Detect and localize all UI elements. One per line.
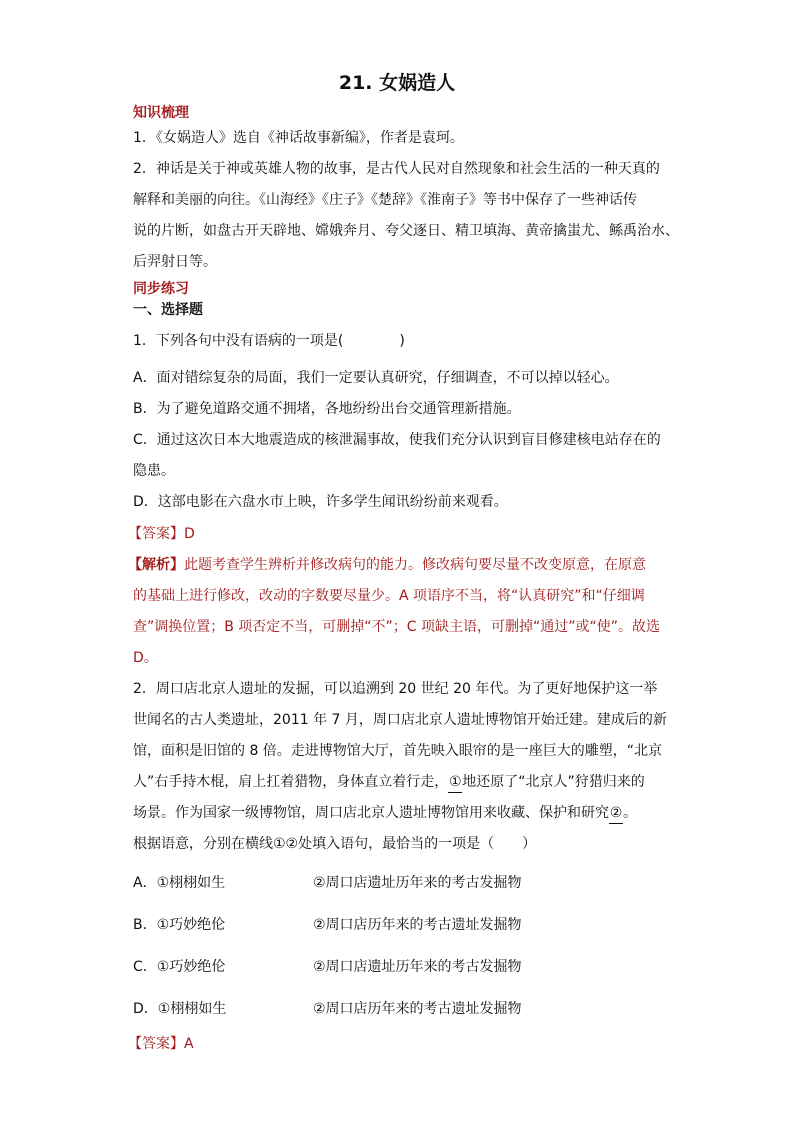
q2-option-d-left: D．①栩栩如生: [133, 1001, 227, 1017]
q2-line-5-text-b: 。: [623, 805, 637, 821]
knowledge-line-2a: 2．神话是关于神或英雄人物的故事，是古代人民对自然现象和社会生活的一种天真的: [133, 161, 660, 177]
explanation-tag: 【解析】: [128, 557, 184, 573]
q1-stem: 1．下列各句中没有语病的一项是( ): [133, 333, 405, 349]
q2-option-c: [133, 957, 225, 977]
blank-1: ①: [448, 772, 462, 793]
explanation-text: 此题考查学生辨析并修改病句的能力。修改病句要尽量不改变原意，在原意: [184, 557, 646, 573]
blank-2: ②: [609, 803, 623, 824]
q1-answer: 【答案】D: [128, 526, 195, 542]
q2-line-1: 2．周口店北京人遗址的发掘，可以追溯到 20 世纪 20 年代。为了更好地保护这一举: [133, 681, 658, 697]
q2-line-2: 世闻名的古人类遗址，2011 年 7 月，周口店北京人遗址博物馆开始迁建。建成后的新: [133, 712, 667, 728]
q2-line-3: 馆，面积是旧馆的 8 倍。走进博物馆大厅，首先映入眼帘的是一座巨大的雕塑，“北京: [133, 743, 663, 759]
knowledge-line-1: 1．《女娲造人》选自《神话故事新编》，作者是袁珂。: [133, 130, 464, 146]
q2-option-a-left: A．①栩栩如生: [133, 875, 226, 891]
page-title: 21. 女娲造人: [338, 72, 456, 94]
q1-option-d: D．这部电影在六盘水市上映，许多学生闻讯纷纷前来观看。: [133, 494, 508, 510]
q2-line-4-text-b: 地还原了“北京人”狩猎归来的: [462, 774, 645, 790]
q2-option-d-right: ②周口店历年来的考古遗址发掘物: [313, 1001, 522, 1017]
q2-option-c-right: ②周口店遗址历年来的考古发掘物: [313, 959, 522, 975]
q2-option-b-right: ②周口店历年来的考古遗址发掘物: [313, 917, 522, 933]
q1-explanation-line-2: 的基础上进行修改，改动的字数要尽量少。A 项语序不当，将“认真研究”和“仔细调: [133, 588, 645, 604]
q1-explanation-line-3: 查”调换位置；B 项否定不当，可删掉“不”；C 项缺主语，可删掉“通过”或“使”。故选: [133, 619, 661, 635]
q2-option-b-left: B．①巧妙绝伦: [133, 917, 226, 933]
q1-option-c-line-2: 隐患。: [133, 463, 175, 479]
q1-explanation-line-4: D。: [133, 650, 158, 666]
q2-line-4: [133, 772, 645, 793]
q2-line-4-text-a: 人”右手持木棍，肩上扛着猎物，身体直立着行走，: [133, 774, 449, 790]
q2-option-d: [133, 999, 226, 1019]
knowledge-line-2d: 后羿射日等。: [133, 254, 217, 270]
q2-line-5: [133, 803, 637, 824]
knowledge-line-2c: 说的片断，如盘古开天辟地、嫦娥奔月、夸父逐日、精卫填海、黄帝擒蚩尤、鲧禹治水、: [133, 223, 679, 239]
q1-option-b: B．为了避免道路交通不拥堵，各地纷纷出台交通管理新措施。: [133, 401, 521, 417]
q2-option-c-left: C．①巧妙绝伦: [133, 959, 226, 975]
q2-option-b: [133, 915, 225, 935]
section-heading-knowledge: 知识梳理: [133, 105, 189, 121]
subsection-heading-choice: 一、选择题: [133, 302, 203, 318]
q2-option-a-right: ②周口店遗址历年来的考古发掘物: [313, 875, 522, 891]
q1-explanation-line-1: [128, 555, 646, 575]
q2-answer: 【答案】A: [128, 1036, 194, 1052]
q2-option-a: [133, 873, 225, 893]
q1-option-a: A．面对错综复杂的局面，我们一定要认真研究，仔细调查，不可以掉以轻心。: [133, 370, 619, 386]
section-heading-practice: 同步练习: [133, 281, 189, 297]
q2-line-5-text-a: 场景。作为国家一级博物馆，周口店北京人遗址博物馆用来收藏、保护和研究: [133, 805, 609, 821]
q2-line-6: 根据语意，分别在横线①②处填入语句，最恰当的一项是（ ）: [133, 836, 537, 852]
knowledge-line-2b: 解释和美丽的向往。《山海经》《庄子》《楚辞》《淮南子》等书中保存了一些神话传: [133, 192, 637, 208]
q1-option-c-line-1: C．通过这次日本大地震造成的核泄漏事故，使我们充分认识到盲目修建核电站存在的: [133, 432, 661, 448]
